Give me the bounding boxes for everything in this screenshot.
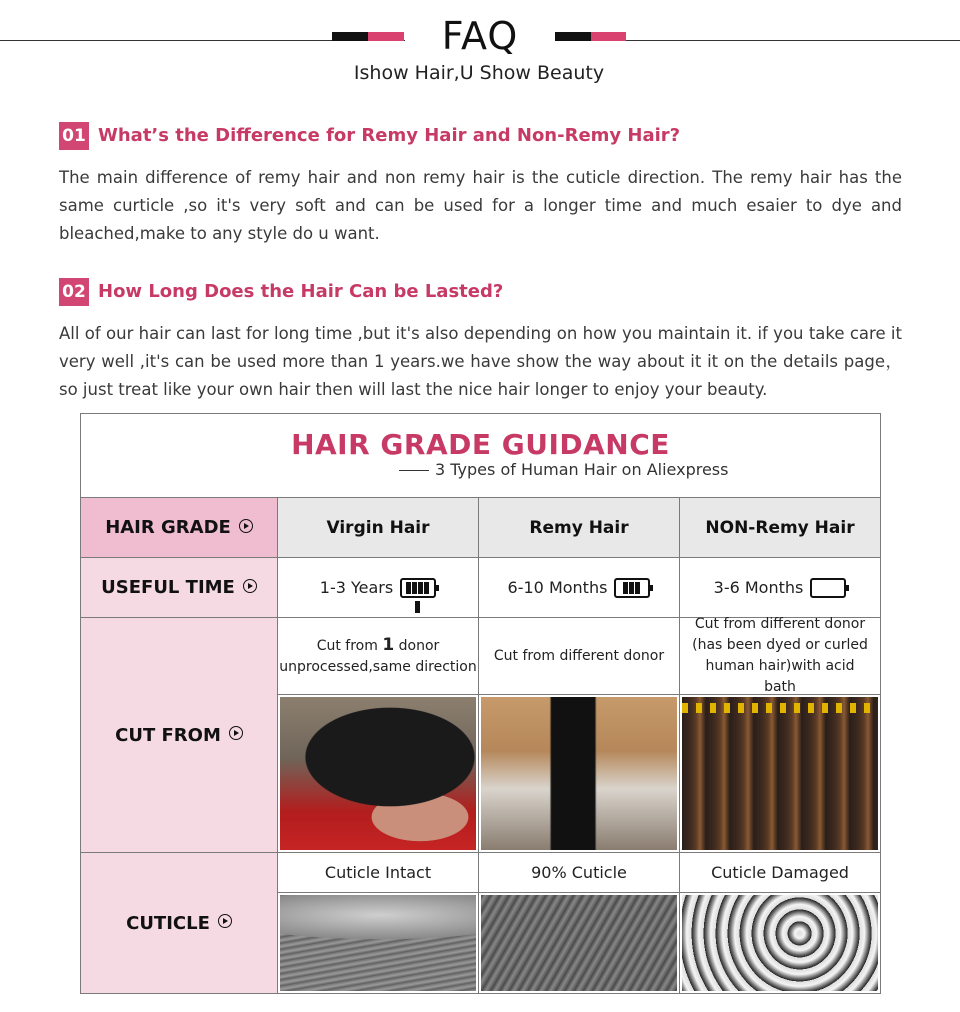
question-number-badge: 02 — [59, 278, 89, 306]
useful-time-non-remy — [680, 558, 880, 618]
faq-title: FAQ — [441, 14, 519, 58]
row-label-cuticle — [81, 853, 278, 993]
guidance-title: HAIR GRADE GUIDANCE — [291, 428, 670, 461]
cut-from-non-remy — [680, 618, 880, 695]
question-title: How Long Does the Hair Can be Lasted? — [98, 281, 504, 302]
useful-time-text: 1-3 Years — [319, 578, 394, 597]
cuticle-damaged-micrograph — [682, 895, 878, 991]
micro-photo-cell — [479, 893, 680, 993]
row-label-text: USEFUL TIME — [101, 577, 235, 598]
virgin-hair-photo — [280, 697, 476, 850]
decor-bar — [332, 32, 368, 41]
guidance-subtitle — [399, 460, 728, 479]
decor-bar — [555, 32, 591, 41]
photo-cell — [278, 695, 479, 853]
column-header-text: Virgin Hair — [326, 517, 430, 538]
photo-cell — [680, 695, 880, 853]
faq-item — [59, 122, 902, 248]
row-label-text: CUTICLE — [126, 912, 210, 934]
column-header-virgin — [278, 498, 479, 558]
column-header-text: NON-Remy Hair — [705, 517, 855, 538]
battery-medium-icon — [614, 578, 650, 598]
faq-subtitle: Ishow Hair,U Show Beauty — [353, 62, 605, 84]
column-header-remy — [479, 498, 680, 558]
faq-header — [0, 0, 960, 100]
useful-time-text: 6-10 Months — [507, 578, 608, 597]
cut-from-text: Cut from 1 donor unprocessed,same direction — [279, 634, 477, 675]
cut-from-text: Cut from different donor (has been dyed or curled human hair)with acid bath — [692, 616, 868, 695]
answer-text: All of our hair can last for long time ,but it's also depending on how you maintain it. if you take care it very well ,it's can be used more than 1 years.we have show the way about it it on the details page， so just treat like your own hair then will last the nice hair longer to enjoy your beauty. — [59, 324, 902, 399]
arrow-right-circle-icon — [218, 914, 232, 928]
column-header-text: Remy Hair — [529, 517, 629, 538]
hair-grade-guidance-table — [80, 413, 881, 994]
question-row — [59, 122, 902, 152]
row-label-text: HAIR GRADE — [105, 517, 231, 538]
question-title: What’s the Difference for Remy Hair and Non-Remy Hair? — [98, 125, 681, 146]
remy-hair-photo — [481, 697, 677, 850]
decor-bar — [368, 32, 404, 41]
arrow-right-circle-icon — [239, 519, 253, 533]
cut-from-text: Cut from different donor — [493, 647, 665, 664]
guidance-subtitle-text: 3 Types of Human Hair on Aliexpress — [435, 460, 729, 479]
battery-empty-icon — [810, 578, 846, 598]
arrow-right-circle-icon — [229, 726, 243, 740]
row-label-hair-grade — [81, 498, 278, 558]
cuticle-text: 90% Cuticle — [531, 863, 627, 882]
cuticle-text: Cuticle Intact — [324, 863, 432, 882]
micro-photo-cell — [680, 893, 880, 993]
guidance-header — [81, 414, 880, 498]
cuticle-90-micrograph — [481, 895, 677, 991]
row-label-useful-time — [81, 558, 278, 618]
row-label-text: CUT FROM — [115, 724, 221, 746]
donor-count: 1 — [382, 634, 395, 655]
photo-cell — [479, 695, 680, 853]
faq-item — [59, 278, 902, 404]
cuticle-intact-micrograph — [280, 895, 476, 991]
arrow-right-circle-icon — [243, 579, 257, 593]
column-header-non-remy — [680, 498, 880, 558]
row-label-cut-from — [81, 618, 278, 853]
cuticle-text: Cuticle Damaged — [711, 863, 849, 882]
question-number-badge: 01 — [59, 122, 89, 150]
useful-time-text: 3-6 Months — [713, 578, 804, 597]
dash-divider — [399, 470, 429, 471]
useful-time-virgin — [278, 558, 479, 618]
cuticle-virgin — [278, 853, 479, 893]
cut-from-remy — [479, 618, 680, 695]
useful-time-remy — [479, 558, 680, 618]
decor-bar — [591, 32, 626, 41]
non-remy-hair-photo — [682, 697, 878, 850]
cut-from-virgin — [278, 618, 479, 695]
cuticle-non-remy — [680, 853, 880, 893]
cuticle-remy — [479, 853, 680, 893]
battery-full-icon — [400, 578, 436, 598]
answer-text: The main difference of remy hair and non remy hair is the cuticle direction. The remy hair has the same curticle ,so it's very soft and can be used for a longer time and much esaier to dye and bleached,make to any style do u want. — [59, 168, 902, 243]
question-row — [59, 278, 902, 308]
micro-photo-cell — [278, 893, 479, 993]
